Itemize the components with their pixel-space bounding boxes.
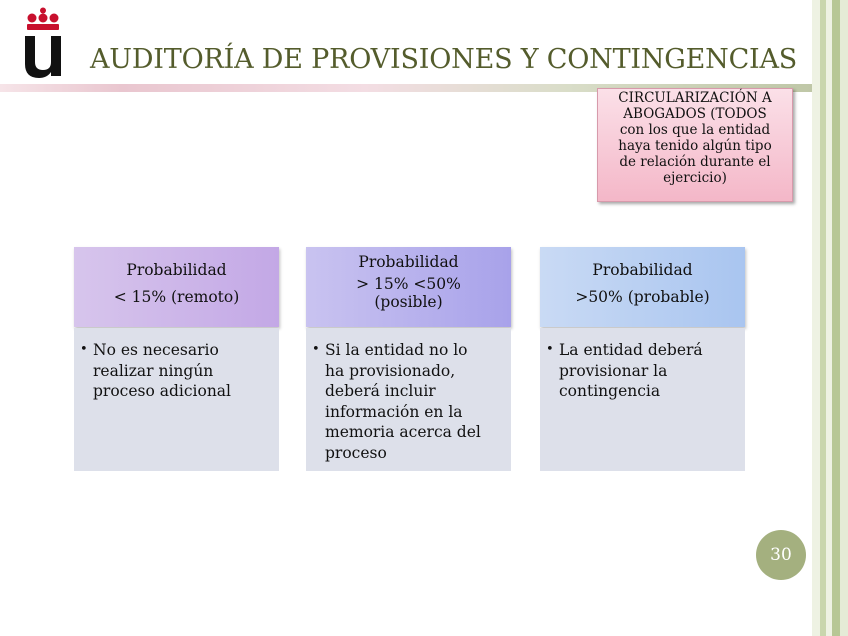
probability-remote-body	[74, 328, 279, 471]
list-item	[80, 340, 273, 402]
page-number-badge: 30	[756, 530, 806, 580]
header-line: Probabilidad	[126, 261, 227, 279]
edge-bar	[832, 0, 840, 636]
bullet-line: La entidad deberá	[559, 341, 703, 359]
edge-bar	[840, 0, 848, 636]
bullet-line: memoria acerca del	[325, 423, 481, 441]
callout-line: ABOGADOS (TODOS	[623, 106, 767, 122]
list-item	[312, 340, 505, 463]
callout-line: de relación durante el	[619, 154, 771, 170]
lawyer-confirmation-callout	[597, 88, 793, 202]
bullet-line: realizar ningún	[93, 361, 214, 380]
header-line: Probabilidad	[592, 261, 693, 279]
bullet-dot-icon: •	[312, 342, 320, 357]
header-line: > 15% <50%	[356, 275, 461, 293]
bullet-line: deberá incluir	[325, 382, 436, 400]
probability-remote-header	[74, 247, 279, 327]
header-line: >50% (probable)	[575, 288, 710, 306]
university-logo-icon	[22, 6, 64, 80]
probability-probable-body	[540, 328, 745, 471]
bullet-dot-icon: •	[546, 342, 554, 357]
bullet-line: proceso	[325, 443, 387, 462]
bullet-line: proceso adicional	[93, 382, 232, 400]
edge-bar	[812, 0, 820, 636]
callout-line: con los que la entidad	[619, 122, 771, 138]
header-line: Probabilidad	[358, 253, 459, 271]
callout-line: ejercicio)	[663, 170, 727, 186]
callout-line: haya tenido algún tipo	[618, 138, 772, 154]
bullet-line: ha provisionado,	[325, 361, 456, 380]
probability-possible-body	[306, 328, 511, 471]
bullet-dot-icon: •	[80, 342, 88, 357]
slide-title: AUDITORÍA DE PROVISIONES Y CONTINGENCIAS	[90, 44, 798, 75]
bullet-line: información en la	[325, 402, 463, 421]
header-line: < 15% (remoto)	[113, 288, 240, 306]
header-line: (posible)	[374, 293, 443, 311]
bullet-line: No es necesario	[93, 341, 219, 359]
list-item	[546, 340, 739, 402]
callout-line: CIRCULARIZACIÓN A	[618, 90, 772, 106]
probability-possible-header	[306, 247, 511, 327]
bullet-line: Si la entidad no lo	[325, 341, 468, 359]
bullet-line: contingencia	[559, 382, 661, 400]
probability-probable-header	[540, 247, 745, 327]
bullet-line: provisionar la	[559, 361, 668, 380]
